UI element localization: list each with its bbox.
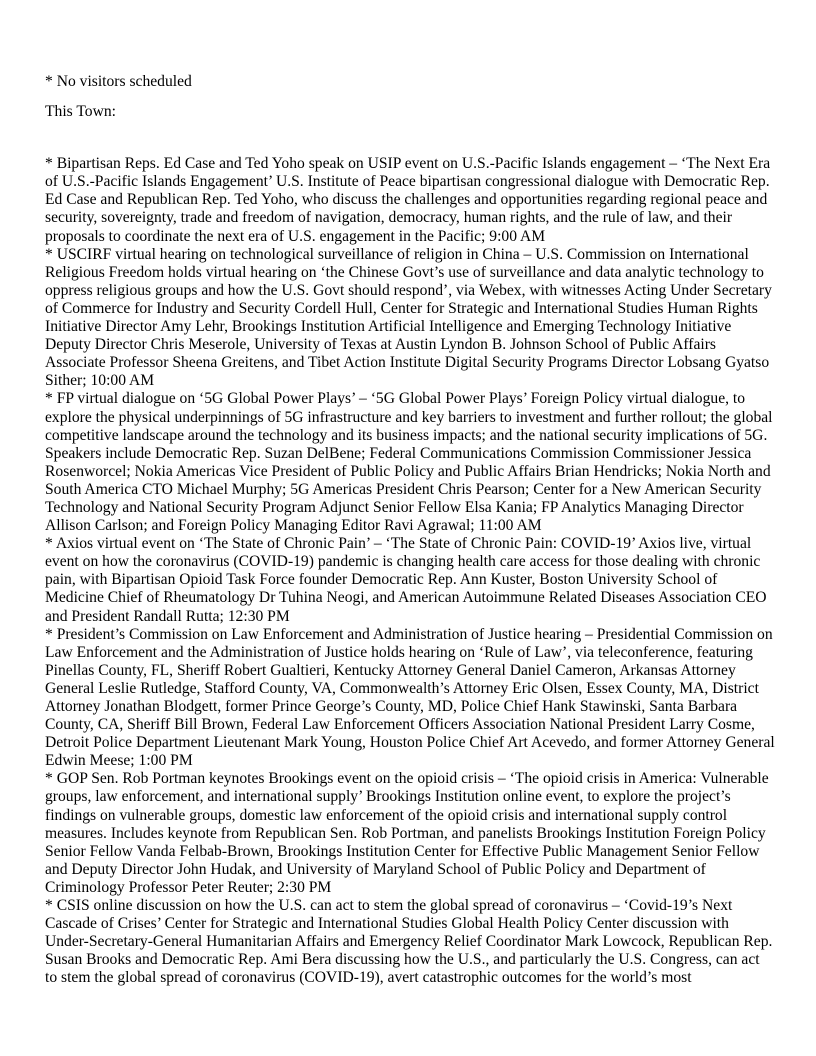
section-heading: This Town: [45, 103, 116, 121]
event-entry: * Bipartisan Reps. Ed Case and Ted Yoho speak on USIP event on U.S.-Pacific Islands engagement – ‘The Next Era of U.S.-Pacific Islands Engagement’ U.S. Institute of Peace bipartisan congressional dialogue with Democratic Rep. Ed Case and Republican Rep. Ted Yoho, who discuss the challenges and opportunities regarding regional peace and security, sovereignty, trade and freedom of navigation, democracy, human rights, and the rule of law, and their proposals to coordinate the next era of U.S. engagement in the Pacific; 9:00 AM [45, 155, 771, 245]
event-entry: * CSIS online discussion on how the U.S. can act to stem the global spread of coronavirus – ‘Covid-19’s Next Cascade of Crises’ Center for Strategic and International Studies Global Health Policy Center discussion with Under-Secretary-General Humanitarian Affairs and Emergency Relief Coordinator Mark Lowcock, Republican Rep. Susan Brooks and Democratic Rep. Ami Bera discussing how the U.S., and particularly the U.S. Congress, can act to stem the global spread of coronavirus (COVID-19), avert catastrophic outcomes for the world’s most [45, 897, 773, 987]
event-list [45, 155, 775, 987]
event-entry: * USCIRF virtual hearing on technological surveillance of religion in China – U.S. Commission on International Religious Freedom holds virtual hearing on ‘the Chinese Govt’s use of surveillance and data analytic technology to oppress religious groups and how the U.S. Govt should respond’, via Webex, with witnesses Acting Under Secretary of Commerce for Industry and Security Cordell Hull, Center for Strategic and International Studies Human Rights Initiative Director Amy Lehr, Brookings Institution Artificial Intelligence and Emerging Technology Initiative Deputy Director Chris Meserole, University of Texas at Austin Lyndon B. Johnson School of Public Affairs Associate Professor Sheena Greitens, and Tibet Action Institute Digital Security Programs Director Lobsang Gyatso Sither; 10:00 AM [45, 245, 772, 390]
event-entry: * President’s Commission on Law Enforcement and Administration of Justice hearing – Presidential Commission on Law Enforcement and the Administration of Justice holds hearing on ‘Rule of Law’, via teleconference, featuring Pinellas County, FL, Sheriff Robert Gualtieri, Kentucky Attorney General Daniel Cameron, Arkansas Attorney General Leslie Rutledge, Stafford County, VA, Commonwealth’s Attorney Eric Olsen, Essex County, MA, District Attorney Jonathan Blodgett, former Prince George’s County, MD, Police Chief Hank Stawinski, Santa Barbara County, CA, Sheriff Bill Brown, Federal Law Enforcement Officers Association National President Larry Cosme, Detroit Police Department Lieutenant Mark Young, Houston Police Chief Art Acevedo, and former Attorney General Edwin Meese; 1:00 PM [45, 625, 775, 770]
event-entry: * FP virtual dialogue on ‘5G Global Power Plays’ – ‘5G Global Power Plays’ Foreign Policy virtual dialogue, to explore the physical underpinnings of 5G infrastructure and key barriers to investment and further rollout; the global competitive landscape around the technology and its business impacts; and the national security implications of 5G. Speakers include Democratic Rep. Suzan DelBene; Federal Communications Commission Commissioner Jessica Rosenworcel; Nokia Americas Vice President of Public Policy and Public Affairs Brian Hendricks; Nokia North and South America CTO Michael Murphy; 5G Americas President Chris Pearson; Center for a New American Security Technology and National Security Program Adjunct Senior Fellow Elsa Kania; FP Analytics Managing Director Allison Carlson; and Foreign Policy Managing Editor Ravi Agrawal; 11:00 AM [45, 390, 773, 535]
visitors-note: * No visitors scheduled [45, 73, 192, 90]
document-page [45, 73, 775, 988]
event-entry: * GOP Sen. Rob Portman keynotes Brookings event on the opioid crisis – ‘The opioid crisis in America: Vulnerable groups, law enforcement, and international supply’ Brookings Institution online event, to explore the project’s findings on vulnerable groups, domestic law enforcement of the opioid crisis and international supply control measures. Includes keynote from Republican Sen. Rob Portman, and panelists Brookings Institution Foreign Policy Senior Fellow Vanda Felbab-Brown, Brookings Institution Center for Effective Public Management Senior Fellow and Deputy Director John Hudak, and University of Maryland School of Public Policy and Department of Criminology Professor Peter Reuter; 2:30 PM [45, 770, 769, 896]
event-entry: * Axios virtual event on ‘The State of Chronic Pain’ – ‘The State of Chronic Pain: COVID-19’ Axios live, virtual event on how the coronavirus (COVID-19) pandemic is changing health care access for those dealing with chronic pain, with Bipartisan Opioid Task Force founder Democratic Rep. Ann Kuster, Boston University School of Medicine Chief of Rheumatology Dr Tuhina Neogi, and American Autoimmune Related Diseases Association CEO and President Randall Rutta; 12:30 PM [45, 535, 767, 625]
